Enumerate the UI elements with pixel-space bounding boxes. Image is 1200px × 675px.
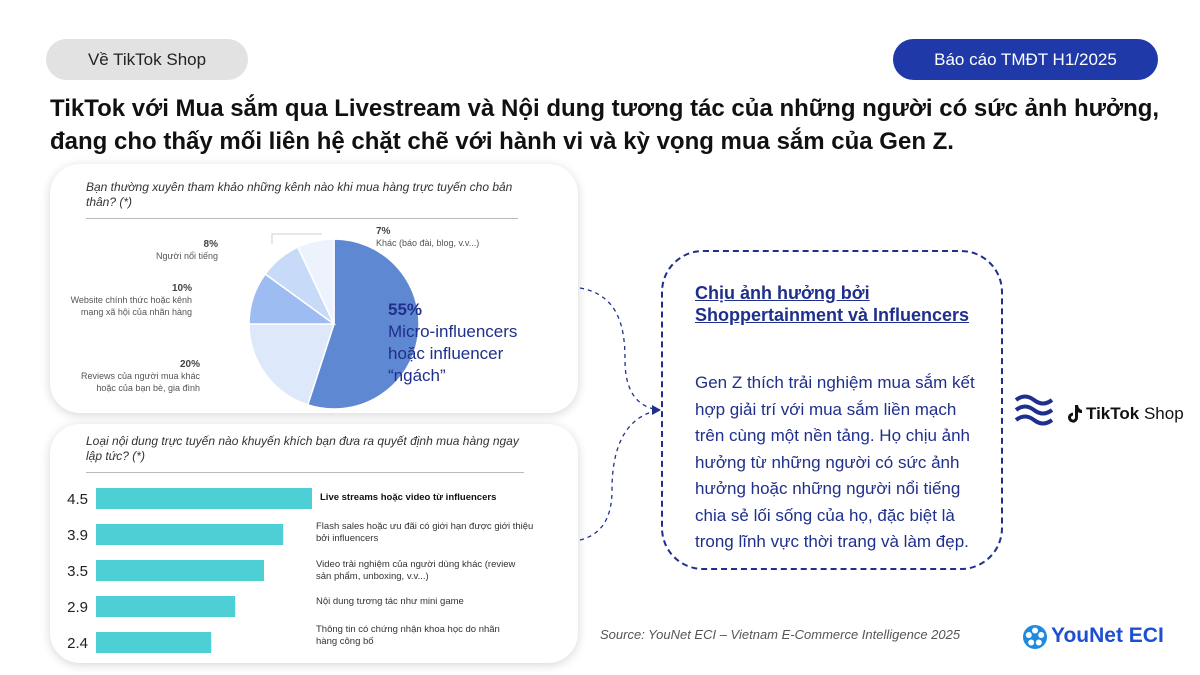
younet-logo: YouNet ECI <box>1051 624 1164 647</box>
bar-value-label: 2.9 <box>67 599 88 616</box>
bar-category-label: hàng công bố <box>316 636 374 647</box>
younet-flower-icon <box>1022 624 1048 650</box>
bar-category-label: Nội dung tương tác như mini game <box>316 596 464 607</box>
tiktok-word: TikTok <box>1086 404 1140 423</box>
bar-value-label: 2.4 <box>67 635 88 652</box>
bar <box>96 488 312 509</box>
bar-category-label: Video trải nghiệm của người dùng khác (review <box>316 559 516 570</box>
pie-pct-label: 7% <box>376 226 391 237</box>
insight-callout <box>661 250 1003 570</box>
section-pill <box>46 39 248 80</box>
section-label: Về TikTok Shop <box>87 49 207 69</box>
pie-chart-card <box>50 164 578 413</box>
pie-slice-label: Website chính thức hoặc kênh <box>70 295 192 305</box>
shop-word: Shop <box>1143 404 1184 423</box>
callout-body: Gen Z thích trải nghiệm mua sắm kết hợp giải trí với mua sắm liền mạch trên cùng một nền tảng. Họ chịu ảnh hưởng từ những người có sức ảnh hưởng hoặc những người nổi tiếng chia sẻ lối sống của họ, đặc biệt là trong lĩnh vực thời trang và làm đẹp. <box>695 373 975 551</box>
source-note: Source: YouNet ECI – Vietnam E-Commerce Intelligence 2025 <box>600 627 961 642</box>
report-pill <box>893 39 1158 80</box>
pie-chart <box>50 164 578 413</box>
bar-value-label: 3.5 <box>67 563 88 580</box>
pie-main-label-line: “ngách” <box>388 366 446 385</box>
pie-slice-label: Người nổi tiếng <box>156 251 218 261</box>
pie-pct-label: 8% <box>203 239 218 250</box>
tiktok-shop-logo <box>1086 404 1184 424</box>
callout-title: Chịu ảnh hưởng bởi Shoppertainment và Influencers <box>695 283 970 325</box>
pie-slice-label: Reviews của người mua khác <box>81 371 200 381</box>
pie-slice-label: Khác (báo đài, blog, v.v...) <box>376 238 480 248</box>
bar-chart <box>50 424 578 663</box>
pie-slice-label: mạng xã hội của nhãn hàng <box>80 307 192 317</box>
bar-question: Loại nội dung trực tuyến nào khuyến khích bạn đưa ra quyết định mua hàng ngay lập tức? (*) <box>86 434 519 463</box>
bar-category-label: sản phẩm, unboxing, v.v...) <box>316 571 429 582</box>
bar-value-label: 3.9 <box>67 527 88 544</box>
pie-main-label-line: hoặc influencer <box>388 344 504 363</box>
page-title: TikTok với Mua sắm qua Livestream và Nội dung tương tác của những người có sức ảnh hưởng, đang cho thấy mối liên hệ chặt chẽ với hành vi và kỳ vọng mua sắm của Gen Z. <box>50 95 1160 155</box>
tiktok-note-icon <box>1066 404 1084 424</box>
pie-question: Bạn thường xuyên tham khảo những kênh nào khi mua hàng trực tuyến cho bản thân? (*) <box>86 180 513 209</box>
bar <box>96 524 283 545</box>
bar-category-label: Live streams hoặc video từ influencers <box>320 492 497 503</box>
bar-category-label: Flash sales hoặc ưu đãi có giới hạn được giới thiệu <box>316 521 534 532</box>
report-label: Báo cáo TMĐT H1/2025 <box>934 49 1117 69</box>
bar-value-label: 4.5 <box>67 491 88 508</box>
bar-chart-card <box>50 424 578 663</box>
bar-category-label: Thông tin có chứng nhận khoa học do nhãn <box>316 624 500 635</box>
pie-main-label-line: Micro-influencers <box>388 322 518 341</box>
approx-icon <box>1014 392 1058 428</box>
bar <box>96 560 264 581</box>
pie-pct-label: 10% <box>171 283 192 294</box>
pie-main-pct: 55% <box>388 300 423 319</box>
bar <box>96 596 235 617</box>
bar-category-label: bởi influencers <box>316 533 379 544</box>
pie-slice-label: hoặc của bạn bè, gia đình <box>96 383 200 393</box>
pie-pct-label: 20% <box>179 359 200 370</box>
bar <box>96 632 211 653</box>
